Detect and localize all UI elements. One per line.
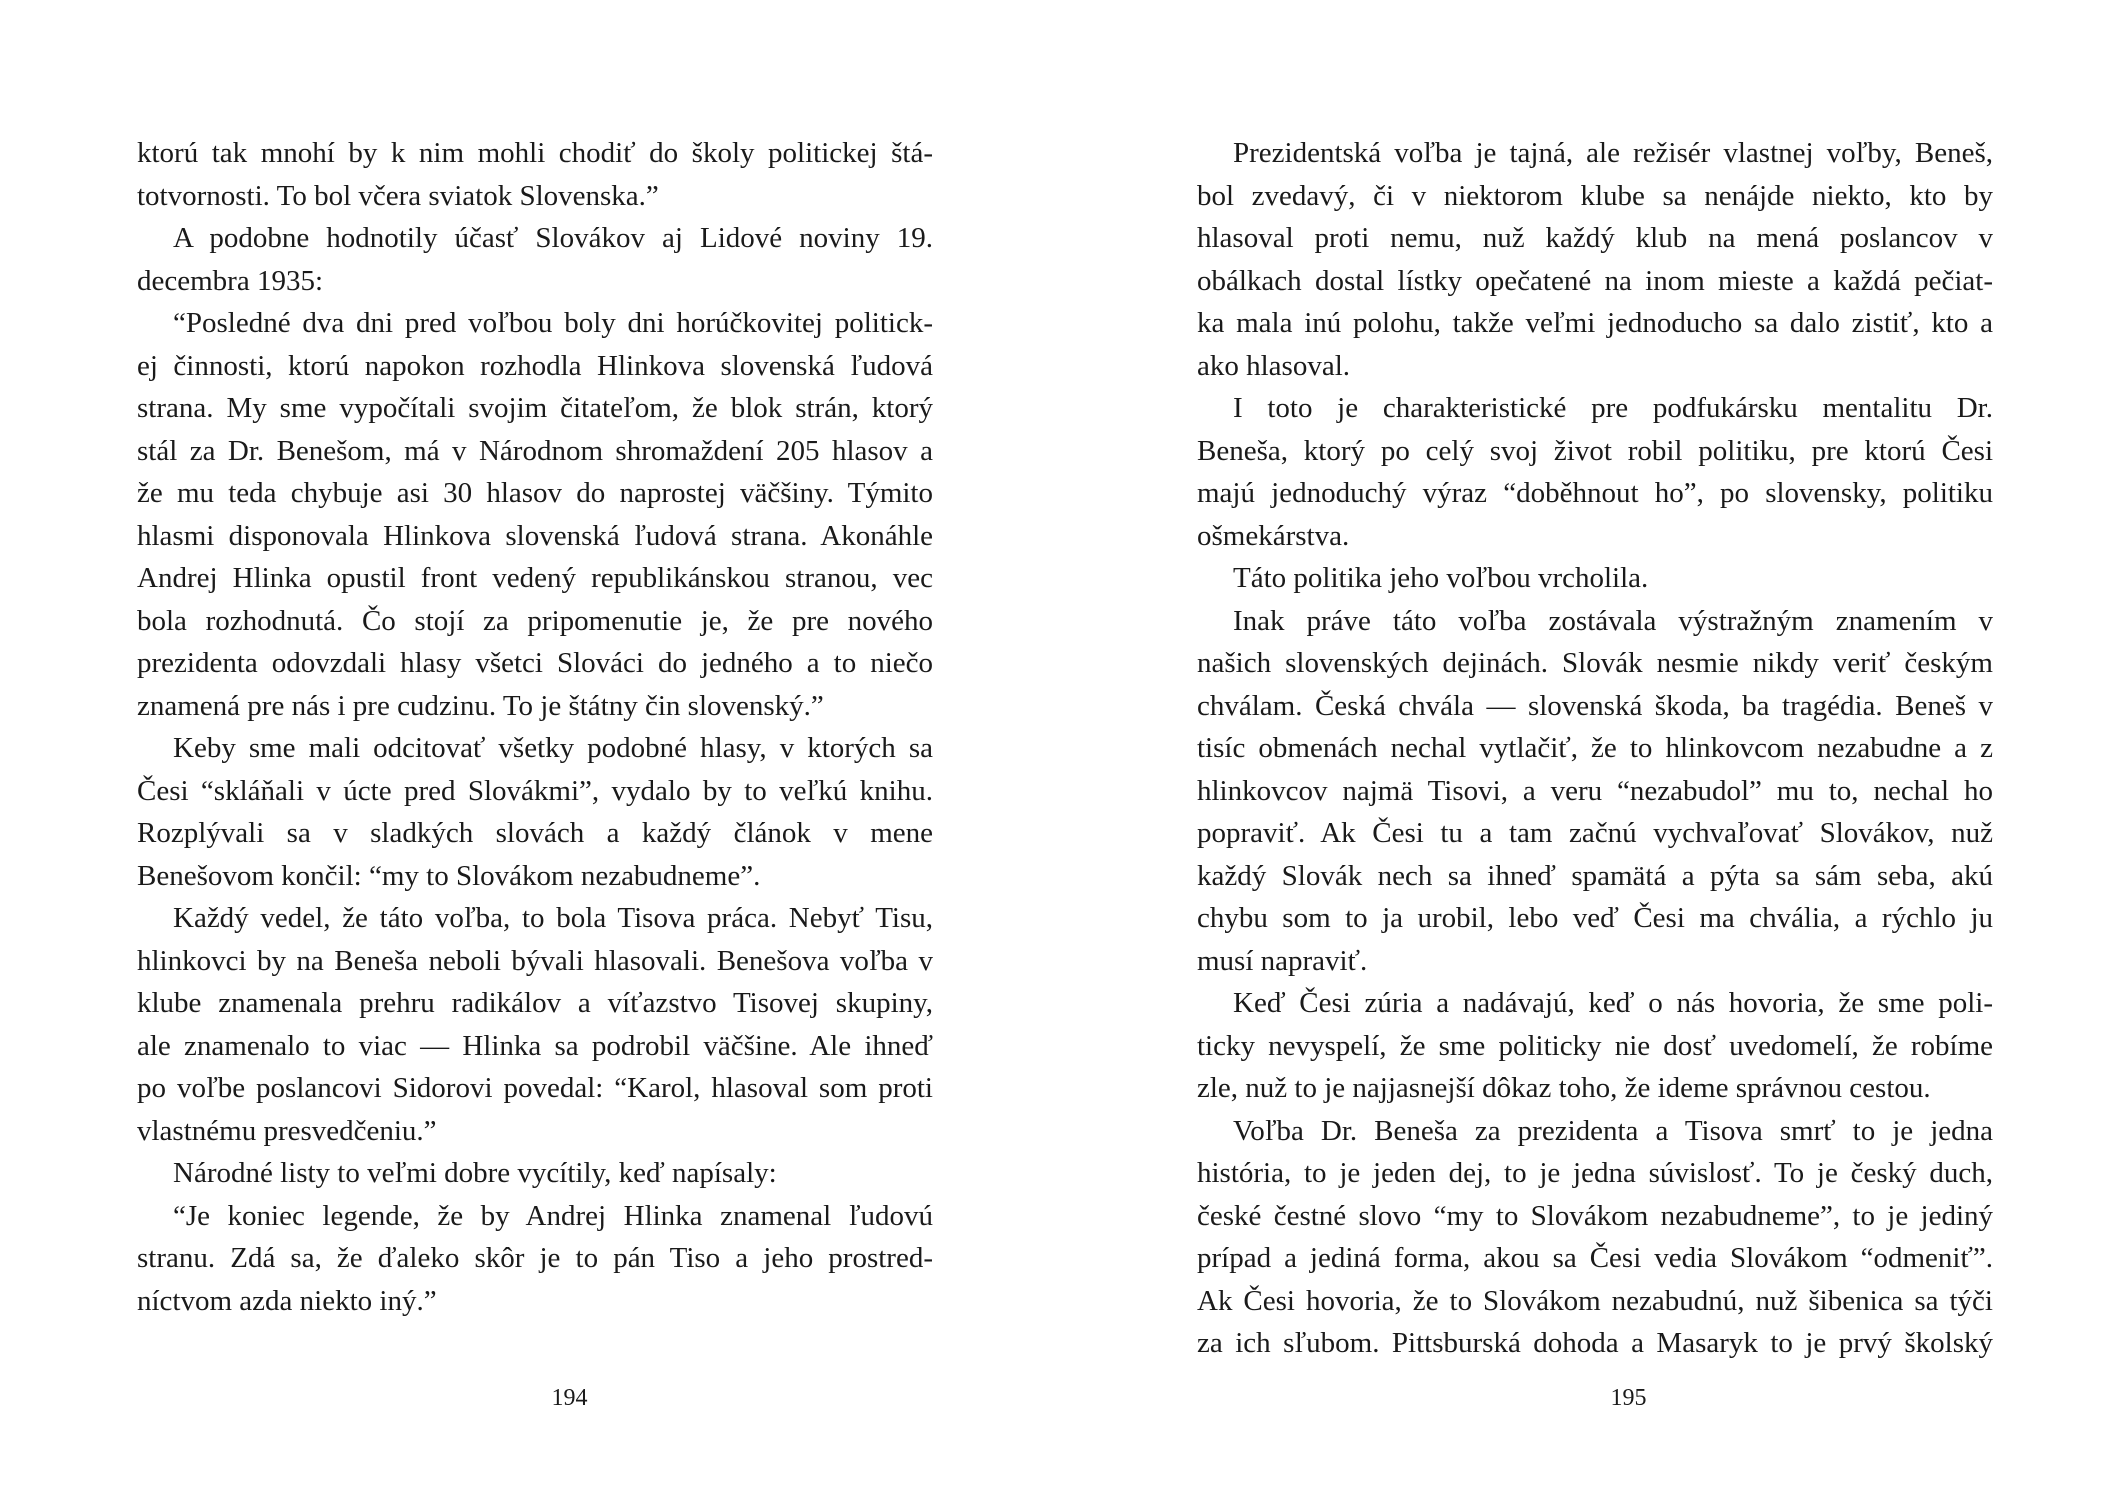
text-line: Národné listy to veľmi dobre vycítily, keď napísaly: xyxy=(173,1157,777,1189)
text-line: totvornosti. To bol včera sviatok Slovenska.” xyxy=(137,179,659,212)
text-line: prezidenta odovzdali hlasy všetci Slováci do jedného a to niečo xyxy=(137,647,933,679)
text-line: Ak Česi hovoria, že to Slovákom nezabudnú, nuž šibenica sa týči xyxy=(1197,1284,1993,1317)
text-line: klube znamenala prehru radikálov a víťazstvo Tisovej skupiny, xyxy=(137,987,933,1019)
text-line: chválam. Česká chvála — slovenská škoda, ba tragédia. Beneš v xyxy=(1197,689,1993,722)
text-line: Česi “skláňali v úcte pred Slovákmi”, vydalo by to veľkú knihu. xyxy=(137,774,933,807)
text-line: ktorú tak mnohí by k nim mohli chodiť do školy politickej štá- xyxy=(137,137,933,169)
text-line: Voľba Dr. Beneša za prezidenta a Tisova smrť to je jedna xyxy=(1233,1114,1993,1147)
text-line: “Je koniec legende, že by Andrej Hlinka znamenal ľudovú xyxy=(173,1199,933,1232)
text-line: strana. My sme vypočítali svojim čitateľom, že blok strán, ktorý xyxy=(137,392,933,424)
text-line: bol zvedavý, či v niektorom klube sa nenájde niekto, kto by xyxy=(1197,179,1993,212)
text-line: stranu. Zdá sa, že ďaleko skôr je to pán Tiso a jeho prostred- xyxy=(137,1242,933,1274)
text-line: zle, nuž to je najjasnejší dôkaz toho, že ideme správnou cestou. xyxy=(1197,1072,1931,1104)
text-line: ale znamenalo to viac — Hlinka sa podrobil väčšine. Ale ihneď xyxy=(137,1029,933,1062)
text-line: hlinkovci by na Beneša neboli bývali hlasovali. Benešova voľba v xyxy=(137,944,933,977)
text-line: našich slovenských dejinách. Slovák nesmie nikdy veriť českým xyxy=(1197,647,1993,679)
text-line: obálkach dostal lístky opečatené na inom mieste a každá pečiat- xyxy=(1197,264,1993,297)
text-line: história, to je jeden dej, to je jedna súvislosť. To je český duch, xyxy=(1197,1157,1993,1189)
text-line: Beneša, ktorý po celý svoj život robil politiku, pre ktorú Česi xyxy=(1197,434,1993,467)
text-line: popraviť. Ak Česi tu a tam začnú vychvaľovať Slovákov, nuž xyxy=(1197,817,1993,849)
text-line: chybu som to ja urobil, lebo veď Česi ma chvália, a rýchlo ju xyxy=(1197,902,1993,934)
text-line: A podobne hodnotily účasť Slovákov aj Lidové noviny 19. xyxy=(173,222,933,254)
text-line: hlasmi disponovala Hlinkova slovenská ľudová strana. Akonáhle xyxy=(137,519,933,552)
text-line: hlasoval proti nemu, nuž každý klub na mená poslancov v xyxy=(1197,222,1993,254)
text-line: níctvom azda niekto iný.” xyxy=(137,1284,437,1317)
text-line: Keď Česi zúria a nadávajú, keď o nás hovoria, že sme poli- xyxy=(1233,987,1993,1019)
text-line: I toto je charakteristické pre podfukársku mentalitu Dr. xyxy=(1233,392,1993,424)
text-line: “Posledné dva dni pred voľbou boly dni horúčkovitej politick- xyxy=(173,307,933,339)
text-line: vlastnému presvedčeniu.” xyxy=(137,1114,437,1147)
text-line: ka mala inú polohu, takže veľmi jednoducho sa dalo zistiť, kto a xyxy=(1197,307,1993,339)
text-line: ticky nevyspelí, že sme politicky nie dosť uvedomelí, že robíme xyxy=(1197,1029,1993,1062)
text-line: za ich sľubom. Pittsburská dohoda a Masaryk to je prvý školský xyxy=(1197,1327,1993,1359)
text-line: Každý vedel, že táto voľba, to bola Tisova práca. Nebyť Tisu, xyxy=(173,902,933,934)
text-line: bola rozhodnutá. Čo stojí za pripomenutie je, že pre nového xyxy=(137,604,933,637)
text-line: znamená pre nás i pre cudzinu. To je štátny čin slovenský.” xyxy=(137,689,824,722)
text-line: české čestné slovo “my to Slovákom nezabudneme”, to je jediný xyxy=(1197,1199,1993,1232)
text-line: majú jednoduchý výraz “doběhnout ho”, po slovensky, politiku xyxy=(1197,477,1993,509)
text-line: stál za Dr. Benešom, má v Národnom shromaždení 205 hlasov a xyxy=(137,434,933,467)
right-page-text-column xyxy=(1197,132,1993,1365)
text-line: prípad a jediná forma, akou sa Česi vedia Slovákom “odmeniť”. xyxy=(1197,1242,1993,1274)
text-line: že mu teda chybuje asi 30 hlasov do naprostej väčšiny. Týmito xyxy=(137,477,933,509)
text-line: Andrej Hlinka opustil front vedený republikánskou stranou, vec xyxy=(137,562,933,594)
text-line: hlinkovcov najmä Tisovi, a veru “nezabudol” mu to, nechal ho xyxy=(1197,774,1993,807)
text-line: Prezidentská voľba je tajná, ale režisér vlastnej voľby, Beneš, xyxy=(1233,137,1993,169)
text-line: tisíc obmenách nechal vytlačiť, že to hlinkovcom nezabudne a z xyxy=(1197,732,1993,764)
text-line: musí napraviť. xyxy=(1197,944,1368,977)
right-page-number: 195 xyxy=(1610,1385,1647,1411)
left-page-number: 194 xyxy=(551,1385,588,1411)
text-line: Rozplývali sa v sladkých slovách a každý článok v mene xyxy=(137,817,933,849)
text-line: ako hlasoval. xyxy=(1197,349,1351,382)
text-line: ej činnosti, ktorú napokon rozhodla Hlinkova slovenská ľudová xyxy=(137,349,933,382)
text-line: decembra 1935: xyxy=(137,264,324,297)
text-line: Táto politika jeho voľbou vrcholila. xyxy=(1233,562,1649,594)
text-line: ošmekárstva. xyxy=(1197,519,1350,552)
text-line: Benešovom končil: “my to Slovákom nezabudneme”. xyxy=(137,859,761,892)
left-page-text-column xyxy=(137,132,933,1322)
text-line: Keby sme mali odcitovať všetky podobné hlasy, v ktorých sa xyxy=(173,732,933,764)
text-line: každý Slovák nech sa ihneď spamätá a pýta sa sám seba, akú xyxy=(1197,859,1993,892)
text-line: po voľbe poslancovi Sidorovi povedal: “Karol, hlasoval som proti xyxy=(137,1072,933,1104)
right-page xyxy=(1059,0,2118,1500)
text-line: Inak práve táto voľba zostávala výstražným znamením v xyxy=(1233,604,1993,637)
